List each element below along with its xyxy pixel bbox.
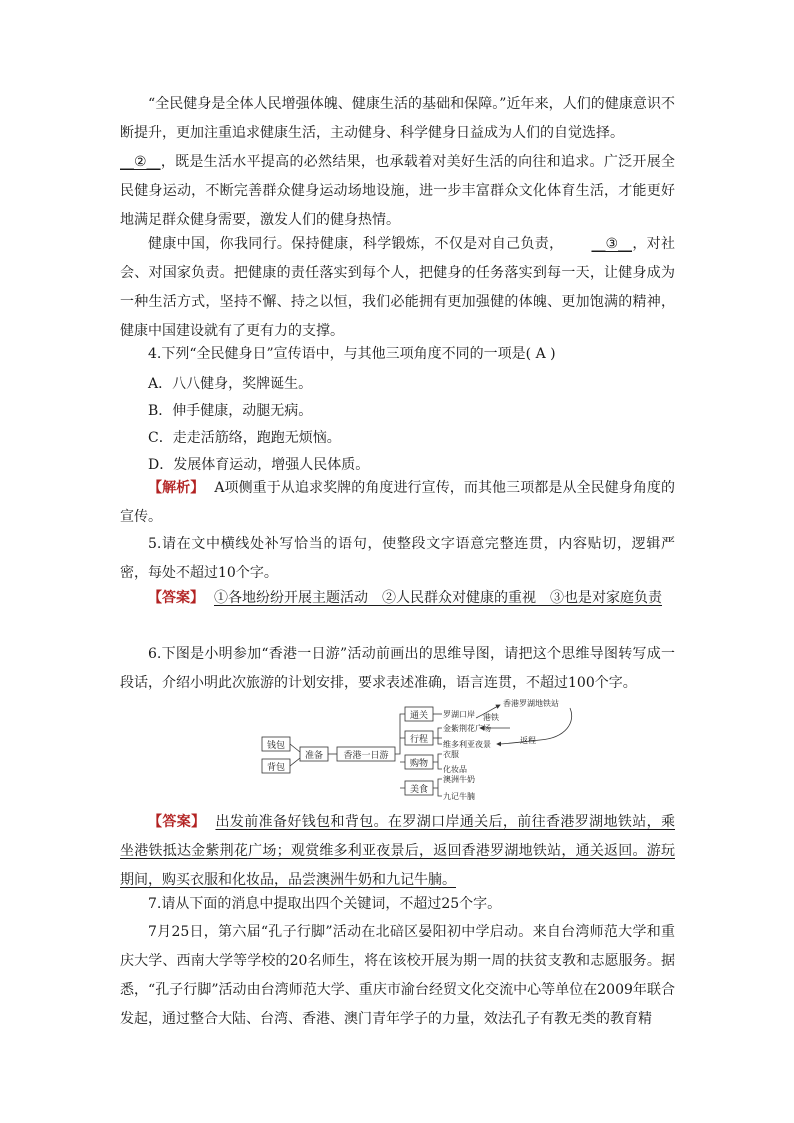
option-a: A．八八健身，奖牌诞生。 (148, 376, 313, 392)
mm-customs: 通关 (409, 711, 429, 721)
answer-tag-6: 【答案】 (148, 814, 206, 830)
mm-backpack: 背包 (266, 763, 286, 773)
analysis-tag: 【解析】 (148, 480, 205, 496)
answer-5: 【答案】 ①各地纷纷开展主题活动 ②人民群众对健康的重视 ③也是对家庭负责 (148, 590, 662, 606)
passage-paragraph-3: 健康中国，你我同行。保持健康，科学锻炼，不仅是对自己负责， __③__，对社会、对国家负责。把健康的责任落实到每个人，把健身的任务落实到每一天，让健身成为一种生活方式，坚持不懈、持之以恒，我们必能拥有更加强健的体魄、更加饱满的精神，健康中国建设就有了更有力的支撑。 (120, 230, 675, 346)
mm-shopping: 购物 (409, 759, 429, 769)
blank-2: __②__ (120, 154, 161, 170)
mm-center: 香港一日游 (343, 751, 389, 761)
mm-return: 返程 (520, 736, 536, 745)
passage-paragraph-2: __②__，既是生活水平提高的必然结果，也承载着对美好生活的向往和追求。广泛开展全民健身运动，不断完善群众健身运动场地设施，进一步丰富群众文化体育生活，才能更好地满足群众健身需要，激发人们的健身热情。 (120, 148, 675, 235)
mm-food: 美食 (409, 785, 429, 795)
question-6: 6.下图是小明参加“香港一日游”活动前画出的思维导图，请把这个思维导图转写成一段话，介绍小明此次旅游的计划安排，要求表述准确，语言连贯，不超过100个字。 (120, 646, 675, 691)
analysis-4: 【解析】 A项侧重于从追求奖牌的角度进行宣传，而其他三项都是从全民健身角度的宣传。 (120, 480, 676, 525)
mm-victoria: 维多利亚夜景 (443, 740, 491, 749)
answer-6: 【答案】 出发前准备好钱包和背包。在罗湖口岸通关后，前往香港罗湖地铁站，乘坐港铁抵达金紫荆花广场；观赏维多利亚夜景后，返回香港罗湖地铁站，通关返回。游玩期间，购买衣服和化妆品，品尝澳洲牛奶和九记牛腩。 (120, 814, 676, 888)
option-d: D．发展体育运动，增强人民体质。 (148, 457, 370, 473)
option-b: B．伸手健康，动腿无病。 (148, 403, 313, 419)
passage-paragraph-7: 7月25日，第六届“孔子行脚”活动在北碚区晏阳初中学启动。来自台湾师范大学和重庆大学、西南大学等学校的20名师生，将在该校开展为期一周的扶贫支教和志愿服务。据悉，“孔子行脚”活动由台湾师范大学、重庆市渝台经贸文化交流中心等单位在2009年联合发起，通过整合大陆、台湾、香港、澳门青年学子的力量，效法孔子有教无类的教育精 (120, 924, 675, 1027)
question-5: 5.请在文中横线处补写恰当的语句，使整段文字语意完整连贯，内容贴切，逻辑严密，每处不超过10个字。 (120, 536, 675, 581)
blank-3: __③__ (591, 236, 633, 252)
mm-mtr: 港铁 (483, 713, 499, 722)
mm-cosmetics: 化妆品 (443, 765, 467, 774)
mm-prepare: 准备 (304, 751, 324, 761)
mm-golden-bauhinia: 金紫荆花广场 (443, 724, 491, 733)
mm-wallet: 钱包 (266, 741, 286, 751)
question-7: 7.请从下面的消息中提取出四个关键词，不超过25个字。 (148, 896, 502, 912)
mm-luohu-station: 香港罗湖地铁站 (503, 699, 559, 708)
question-4: 4.下列“全民健身日”宣传语中，与其他三项角度不同的一项是( A ) (148, 346, 556, 362)
answer-tag: 【答案】 (148, 590, 204, 606)
mm-clothes: 衣服 (443, 750, 459, 759)
mm-itinerary: 行程 (409, 735, 429, 745)
passage-paragraph-1: “全民健身是全体人民增强体魄、健康生活的基础和保障。”近年来，人们的健康意识不断提升，更加注重追求健康生活，主动健身、科学健身日益成为人们的自觉选择。 (120, 96, 675, 141)
mm-luohu-port: 罗湖口岸 (443, 710, 475, 719)
option-c: C．走走活筋络，跑跑无烦恼。 (148, 430, 341, 446)
mm-macau-milk: 澳洲牛奶 (443, 775, 475, 784)
mm-jiuji: 九记牛腩 (443, 792, 475, 801)
